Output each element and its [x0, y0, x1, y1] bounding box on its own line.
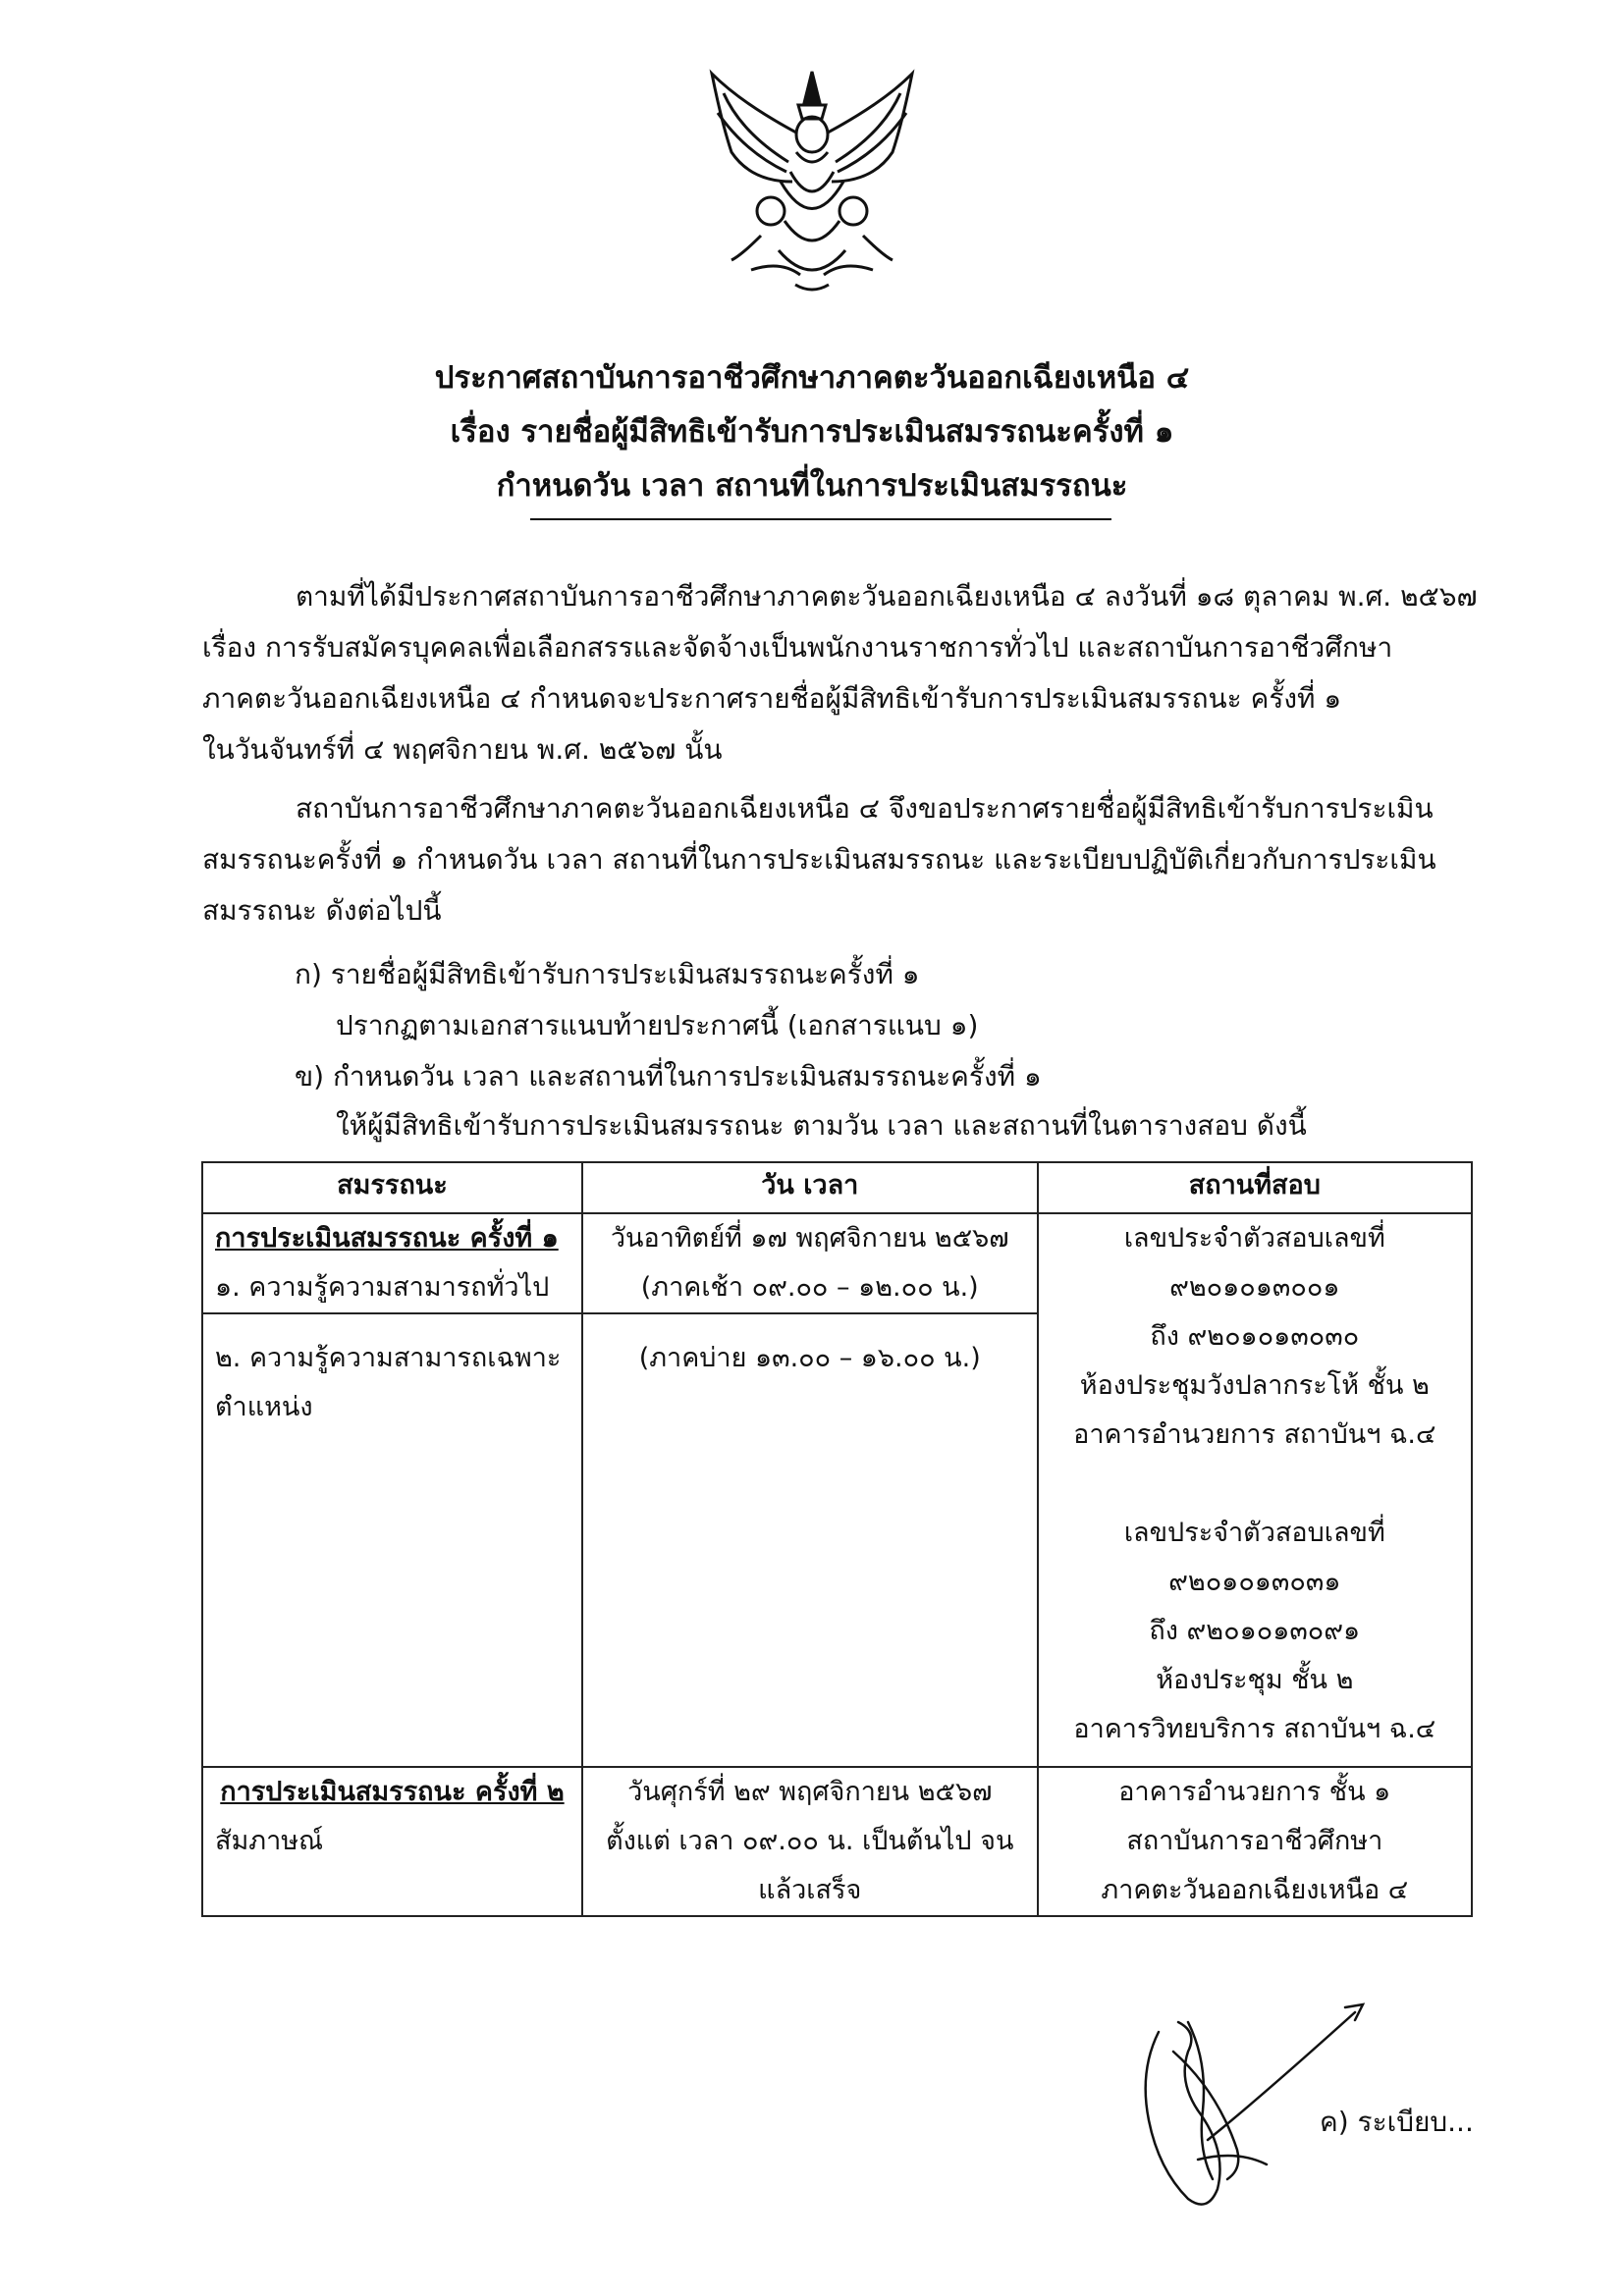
title-divider — [530, 518, 1111, 520]
round1-date: วันอาทิตย์ที่ ๑๗ พฤศจิกายน ๒๕๖๗ — [610, 1223, 1009, 1254]
announcement-subject: เรื่อง รายชื่อผู้มีสิทธิเข้ารับการประเมินสมรรถนะครั้งที่ ๑ — [450, 414, 1174, 450]
round1-subject1: ๑. ความรู้ความสามารถทั่วไป — [215, 1272, 550, 1303]
round1-afternoon-time: (ภาคบ่าย ๑๓.๐๐ – ๑๖.๐๐ น.) — [638, 1343, 981, 1373]
header-datetime: วัน เวลา — [582, 1162, 1038, 1213]
table-header-row — [202, 1162, 1472, 1213]
round1-subject2: ๒. ความรู้ความสามารถเฉพาะ — [215, 1343, 562, 1373]
item-b: ข) กำหนดวัน เวลา และสถานที่ในการประเมินสมรรถนะครั้งที่ ๑ — [295, 1060, 1042, 1093]
exam-schedule-table — [201, 1161, 1473, 1917]
garuda-emblem — [702, 64, 923, 294]
venue-b-line: เลขประจำตัวสอบเลขที่ — [1123, 1518, 1385, 1548]
table-row — [202, 1767, 1472, 1916]
header-competency: สมรรถนะ — [202, 1162, 582, 1213]
venue-b-line: ถึง ๙๒๐๑๐๑๓๐๙๑ — [1149, 1616, 1361, 1646]
round2-datetime-line: แล้วเสร็จ — [758, 1875, 862, 1905]
item-a: ก) รายชื่อผู้มีสิทธิเข้ารับการประเมินสมรรถนะครั้งที่ ๑ — [295, 958, 920, 990]
round1-subject2-cell — [202, 1313, 582, 1767]
venue-a-line: ๙๒๐๑๐๑๓๐๐๑ — [1169, 1272, 1340, 1303]
paragraph-2-line: สมรรถนะ ดังต่อไปนี้ — [202, 894, 442, 927]
venue-a-line: ห้องประชุมวังปลากระโห้ ชั้น ๒ — [1079, 1370, 1430, 1401]
paragraph-2 — [202, 783, 1436, 936]
paragraph-1-line: ในวันจันทร์ที่ ๔ พฤศจิกายน พ.ศ. ๒๕๖๗ นั้น — [202, 733, 723, 766]
round2-subject-cell — [202, 1767, 582, 1916]
round2-datetime-cell — [582, 1767, 1038, 1916]
item-b-detail: ให้ผู้มีสิทธิเข้ารับการประเมินสมรรถนะ ตามวัน เวลา และสถานที่ในตารางสอบ ดังนี้ — [336, 1109, 1307, 1142]
venue-spacer — [1051, 1460, 1459, 1509]
header-venue: สถานที่สอบ — [1038, 1162, 1472, 1213]
table-row — [202, 1213, 1472, 1313]
venue-b-line: ห้องประชุม ชั้น ๒ — [1156, 1665, 1354, 1695]
venue-b-line: อาคารวิทยบริการ สถาบันฯ ฉ.๔ — [1073, 1714, 1436, 1744]
round1-afternoon-cell — [582, 1313, 1038, 1767]
round2-title: การประเมินสมรรถนะ ครั้งที่ ๒ — [220, 1777, 565, 1807]
announcement-subtitle: กำหนดวัน เวลา สถานที่ในการประเมินสมรรถนะ — [496, 468, 1128, 504]
round1-morning-time: (ภาคเช้า ๐๙.๐๐ – ๑๒.๐๐ น.) — [640, 1272, 979, 1303]
round2-datetime-line: ตั้งแต่ เวลา ๐๙.๐๐ น. เป็นต้นไป จน — [606, 1826, 1014, 1856]
announcement-title: ประกาศสถาบันการอาชีวศึกษาภาคตะวันออกเฉียงเหนือ ๔ — [434, 360, 1190, 396]
round2-venue-cell — [1038, 1767, 1472, 1916]
continuation-note: ค) ระเบียบ... — [1320, 2106, 1474, 2138]
round2-venue-line: ภาคตะวันออกเฉียงเหนือ ๔ — [1101, 1875, 1409, 1905]
round1-venue-cell — [1038, 1213, 1472, 1767]
round1-morning-cell — [582, 1213, 1038, 1313]
round1-title: การประเมินสมรรถนะ ครั้งที่ ๑ — [215, 1223, 559, 1254]
round2-venue-line: อาคารอำนวยการ ชั้น ๑ — [1118, 1777, 1391, 1807]
round2-subject: สัมภาษณ์ — [215, 1826, 324, 1856]
round1-subject2-cont: ตำแหน่ง — [215, 1392, 313, 1422]
paragraph-2-line: สถาบันการอาชีวศึกษาภาคตะวันออกเฉียงเหนือ ๔ จึงขอประกาศรายชื่อผู้มีสิทธิเข้ารับการประเมิน — [296, 792, 1434, 825]
paragraph-2-line: สมรรถนะครั้งที่ ๑ กำหนดวัน เวลา สถานที่ในการประเมินสมรรถนะ และระเบียบปฏิบัติเกี่ยวกับการประเมิน — [202, 843, 1436, 876]
venue-b-line: ๙๒๐๑๐๑๓๐๓๑ — [1168, 1567, 1341, 1597]
paragraph-1-line: เรื่อง การรับสมัครบุคคลเพื่อเลือกสรรและจัดจ้างเป็นพนักงานราชการทั่วไป และสถาบันการอาชีวศึกษา — [202, 631, 1393, 664]
round2-venue-line: สถาบันการอาชีวศึกษา — [1126, 1826, 1383, 1856]
venue-a-line: เลขประจำตัวสอบเลขที่ — [1123, 1223, 1385, 1254]
paragraph-1-line: ตามที่ได้มีประกาศสถาบันการอาชีวศึกษาภาคตะวันออกเฉียงเหนือ ๔ ลงวันที่ ๑๘ ตุลาคม พ.ศ. ๒๕๖๗ — [296, 580, 1478, 613]
venue-a-line: อาคารอำนวยการ สถาบันฯ ฉ.๔ — [1073, 1419, 1436, 1450]
round1-subject1-cell — [202, 1213, 582, 1313]
venue-a-line: ถึง ๙๒๐๑๐๑๓๐๓๐ — [1150, 1321, 1360, 1352]
round2-datetime-line: วันศุกร์ที่ ๒๙ พฤศจิกายน ๒๕๖๗ — [627, 1777, 993, 1807]
paragraph-1-line: ภาคตะวันออกเฉียงเหนือ ๔ กำหนดจะประกาศรายชื่อผู้มีสิทธิเข้ารับการประเมินสมรรถนะ ครั้งที่ ๑ — [202, 682, 1342, 715]
item-a-detail: ปรากฏตามเอกสารแนบท้ายประกาศนี้ (เอกสารแนบ ๑) — [336, 1009, 979, 1041]
paragraph-1 — [202, 571, 1478, 775]
